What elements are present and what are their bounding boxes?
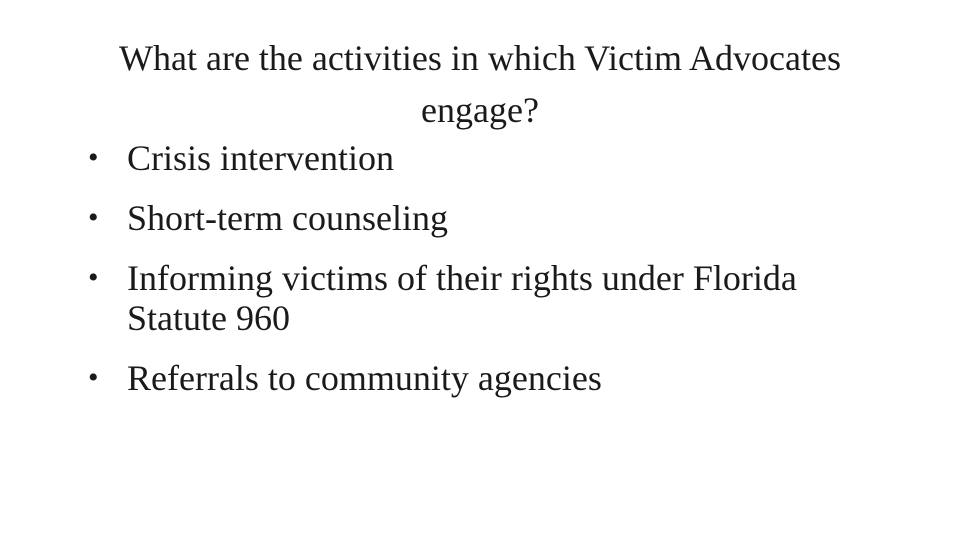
bullet-item (88, 138, 888, 178)
bullet-text: Referrals to community agencies (127, 358, 602, 398)
bullet-item (88, 258, 888, 338)
slide-title: What are the activities in which Victim Advocates engage? (119, 38, 841, 130)
bullet-text: Short-term counseling (127, 198, 448, 238)
bullet-list (88, 138, 888, 418)
bullet-marker: • (88, 361, 99, 394)
bullet-text: Informing victims of their rights under Florida Statute 960 (127, 258, 797, 338)
bullet-marker: • (88, 201, 99, 234)
bullet-marker: • (88, 261, 99, 294)
bullet-item (88, 358, 888, 398)
bullet-marker: • (88, 141, 99, 174)
bullet-text: Crisis intervention (127, 138, 394, 178)
bullet-item (88, 198, 888, 238)
